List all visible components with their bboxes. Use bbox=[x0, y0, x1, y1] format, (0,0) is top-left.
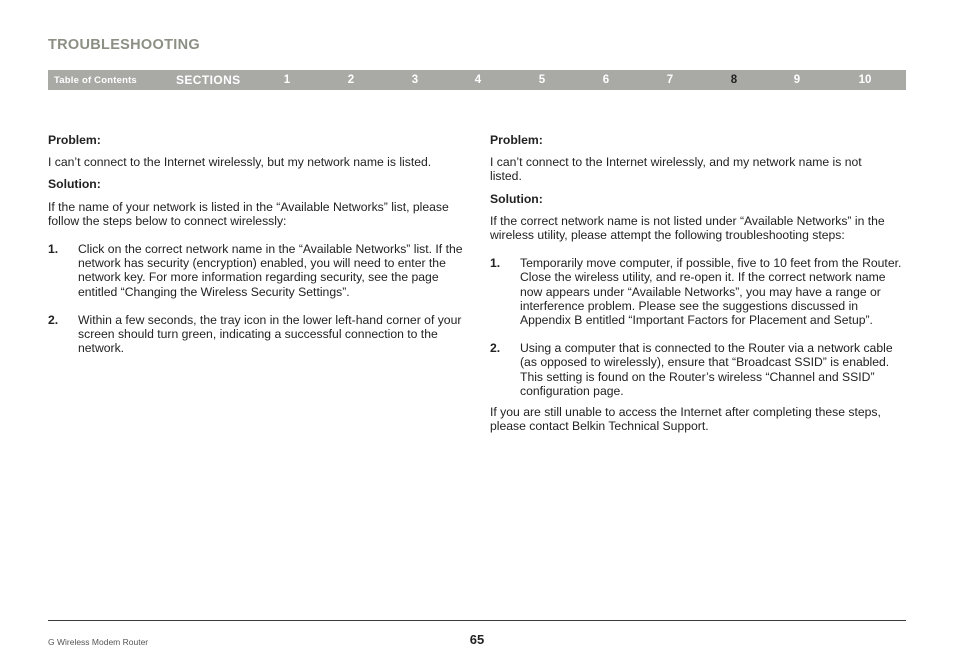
step-text: Using a computer that is connected to the Router via a network cable (as opposed to wirelessly), ensure that “Broadcast SSID” is enabled. This setting is found on the Router’s wireless “Channel and SSID” configuration page. bbox=[520, 341, 893, 398]
footer-divider bbox=[48, 620, 906, 621]
section-link-2[interactable]: 2 bbox=[347, 74, 355, 86]
closing-text: If you are still unable to access the Internet after completing these steps, please contact Belkin Technical Support. bbox=[490, 405, 881, 434]
step-item bbox=[48, 242, 468, 299]
section-link-9[interactable]: 9 bbox=[793, 74, 801, 86]
solution-intro: If the name of your network is listed in the “Available Networks” list, please follow the steps below to connect wirelessly: bbox=[48, 199, 449, 228]
solution-heading: Solution: bbox=[490, 191, 543, 206]
section-link-1[interactable]: 1 bbox=[283, 74, 291, 86]
section-link-5[interactable]: 5 bbox=[538, 74, 546, 86]
step-number: 2. bbox=[48, 312, 59, 327]
step-item bbox=[48, 313, 468, 356]
sections-label: SECTIONS bbox=[176, 73, 241, 87]
section-link-8-active[interactable]: 8 bbox=[730, 74, 738, 86]
step-text: Click on the correct network name in the “Available Networks” list. If the network has security (encryption) enabled, you will need to enter the network key. For more information regarding security, see the page entitled “Changing the Wireless Security Settings”. bbox=[78, 242, 463, 299]
step-number: 1. bbox=[48, 242, 59, 257]
problem-heading: Problem: bbox=[490, 133, 543, 147]
page-number: 65 bbox=[469, 632, 485, 647]
step-text: Within a few seconds, the tray icon in the lower left-hand corner of your screen should turn green, indicating a successful connection to the network. bbox=[78, 312, 462, 356]
right-column bbox=[490, 133, 910, 433]
section-link-10[interactable]: 10 bbox=[858, 74, 872, 86]
left-column bbox=[48, 133, 468, 355]
step-number: 1. bbox=[490, 256, 501, 271]
solution-intro: If the correct network name is not listed under “Available Networks” in the wireless utility, please attempt the following troubleshooting steps: bbox=[490, 213, 885, 243]
problem-heading: Problem: bbox=[48, 133, 101, 147]
page-title: TROUBLESHOOTING bbox=[48, 37, 200, 53]
footer-product-name: G Wireless Modem Router bbox=[48, 637, 149, 647]
section-link-4[interactable]: 4 bbox=[474, 74, 482, 86]
step-item bbox=[490, 256, 910, 327]
section-link-3[interactable]: 3 bbox=[411, 74, 419, 86]
step-item bbox=[490, 341, 910, 398]
problem-text: I can’t connect to the Internet wirelessly, but my network name is listed. bbox=[48, 155, 432, 170]
section-link-6[interactable]: 6 bbox=[602, 74, 610, 86]
section-nav-bar bbox=[48, 70, 906, 90]
step-number: 2. bbox=[490, 341, 501, 356]
section-link-7[interactable]: 7 bbox=[666, 74, 674, 86]
table-of-contents-link[interactable]: Table of Contents bbox=[54, 75, 137, 86]
solution-heading: Solution: bbox=[48, 177, 101, 192]
problem-text: I can’t connect to the Internet wirelessly, and my network name is not listed. bbox=[490, 155, 862, 184]
step-text: Temporarily move computer, if possible, five to 10 feet from the Router. Close the wireless utility, and re-open it. If the correct network name now appears under “Available Networks”, you may have a range or interference problem. Please see the suggestions discussed in Appendix B entitled “Important Factors for Placement and Setup”. bbox=[520, 256, 902, 328]
